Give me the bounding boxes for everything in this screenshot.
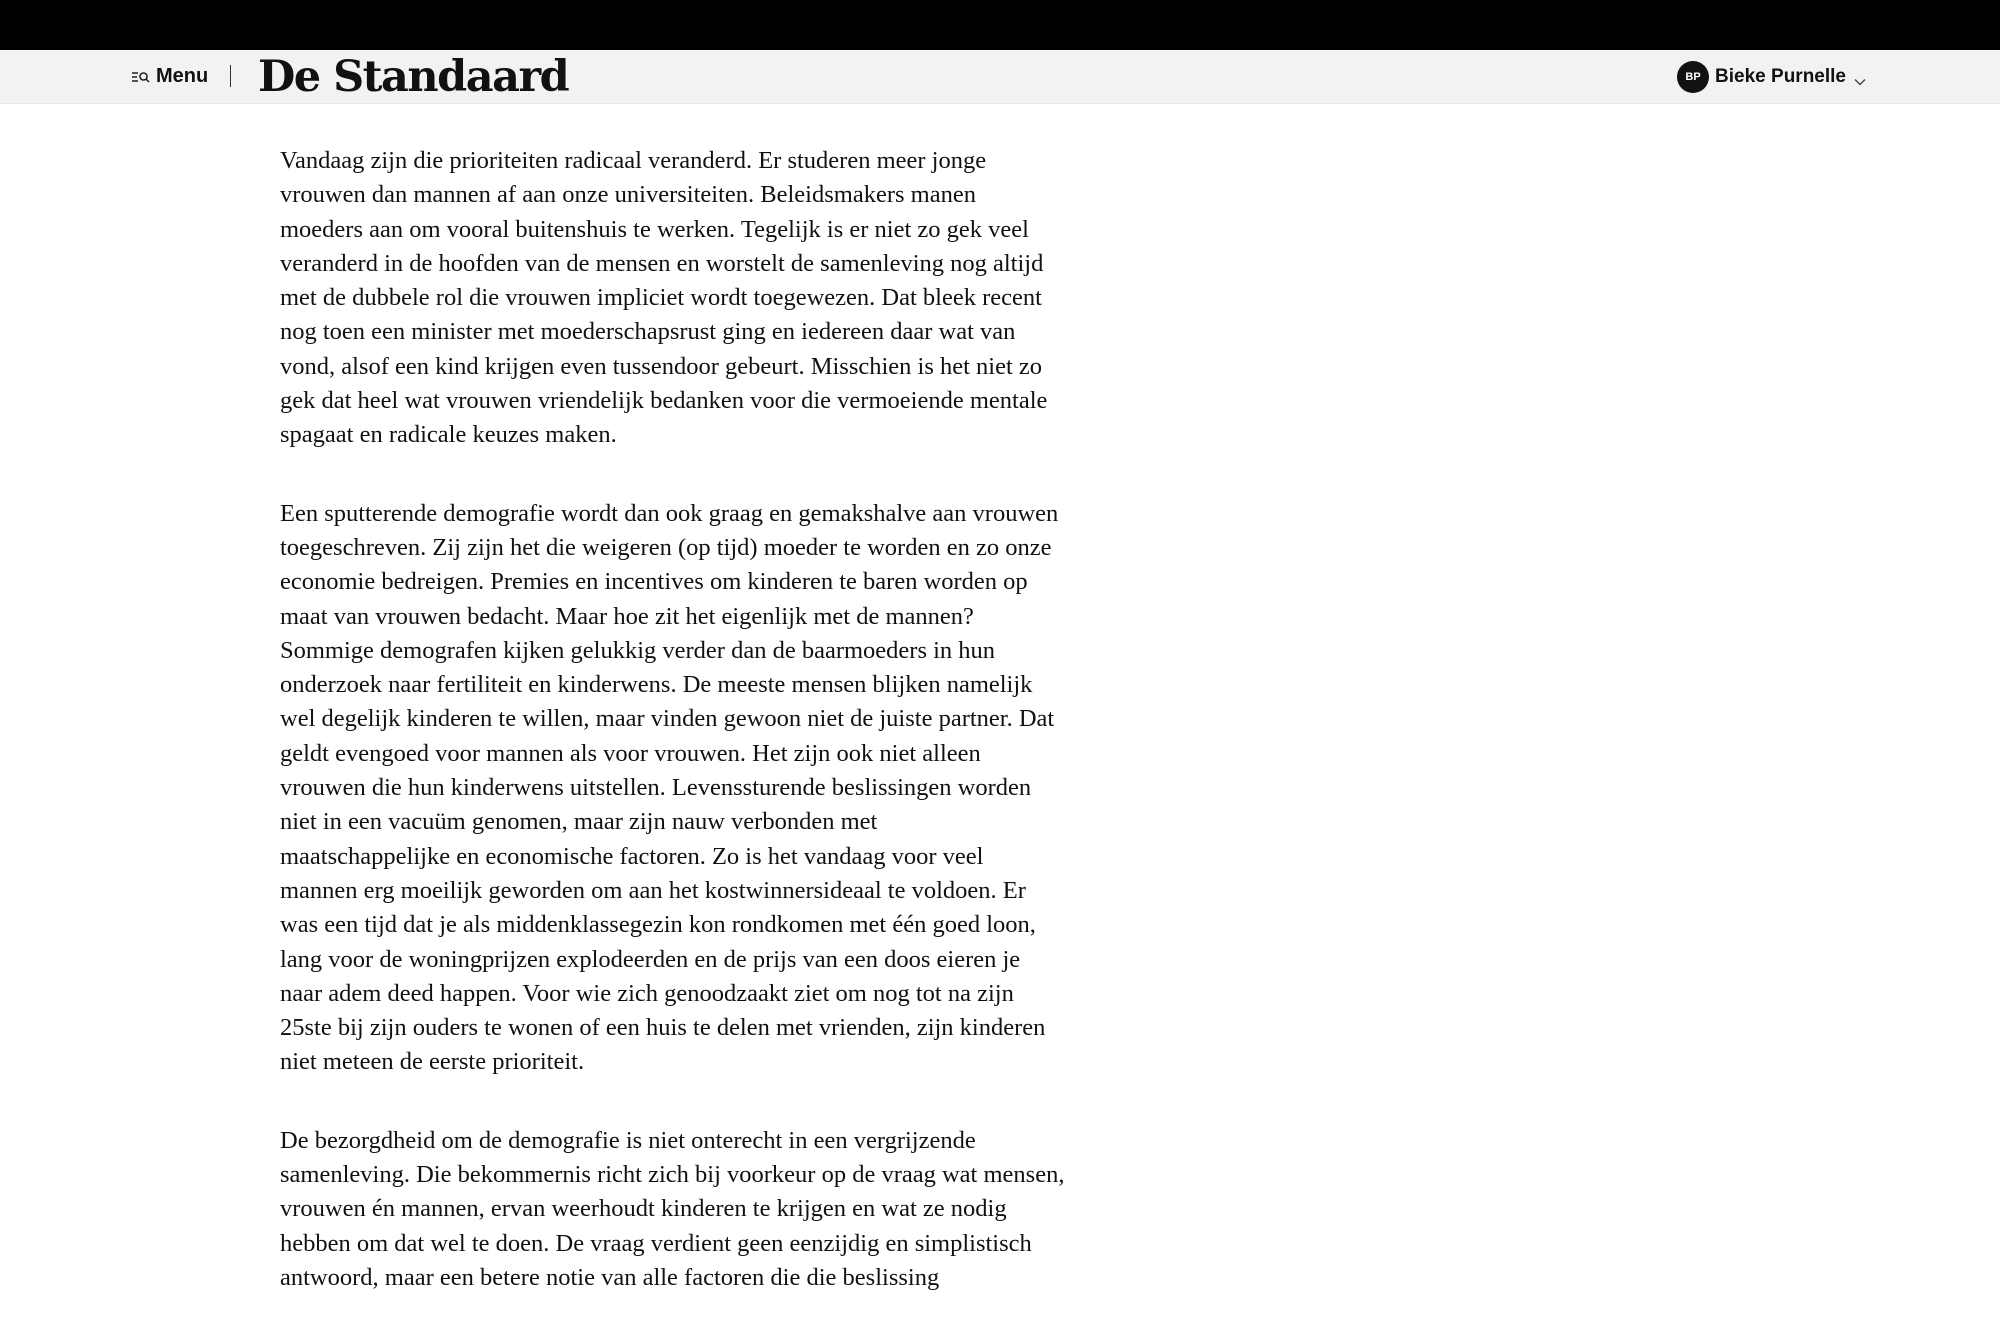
menu-label: Menu xyxy=(156,65,209,87)
search-menu-icon xyxy=(132,70,150,84)
site-header xyxy=(0,50,2000,104)
brand-logo[interactable]: De Standaard xyxy=(258,51,569,102)
menu-button[interactable] xyxy=(132,50,208,103)
article-paragraph: Vandaag zijn die prioriteiten radicaal veranderd. Er studeren meer jonge vrouwen dan mannen af aan onze universiteiten. Beleidsmakers manen moeders aan om vooral buitenshuis te werken. Tegelijk is er niet zo gek veel veranderd in de hoofden van de mensen en worstelt de samenleving nog altijd met de dubbele rol die vrouwen impliciet wordt toegewezen. Dat bleek recent nog toen een minister met moederschapsrust ging en iedereen daar wat van vond, alsof een kind krijgen even tussendoor gebeurt. Misschien is het niet zo gek dat heel wat vrouwen vriendelijk bedanken voor die vermoeiende mentale spagaat en radicale keuzes maken. xyxy=(280,147,1048,449)
top-black-bar xyxy=(0,0,2000,50)
article-paragraph: Een sputterende demografie wordt dan ook graag en gemakshalve aan vrouwen toegeschreven. Zij zijn het die weigeren (op tijd) moeder te worden en zo onze economie bedreigen. Premies en incentives om kinderen te baren worden op maat van vrouwen bedacht. Maar hoe zit het eigenlijk met de mannen? Sommige demografen kijken gelukkig verder dan de baarmoeders in hun onderzoek naar fertiliteit en kinderwens. De meeste mensen blijken namelijk wel degelijk kinderen te willen, maar vinden gewoon niet de juiste partner. Dat geldt evengoed voor mannen als voor vrouwen. Het zijn ook niet alleen vrouwen die hun kinderwens uitstellen. Levenssturende beslissingen worden niet in een vacuüm genomen, maar zijn nauw verbonden met maatschappelijke en economische factoren. Zo is het vandaag voor veel mannen erg moeilijk geworden om aan het kostwinnersideaal te voldoen. Er was een tijd dat je als middenklassegezin kon rondkomen met één goed loon, lang voor de woningprijzen explodeerden en de prijs van een doos eieren je naar adem deed happen. Voor wie zich genoodzaakt ziet om nog tot na zijn 25ste bij zijn ouders te wonen of een huis te delen met vrienden, zijn kinderen niet meteen de eerste prioriteit. xyxy=(280,499,1059,1076)
avatar: BP xyxy=(1677,61,1709,93)
article-body xyxy=(280,144,1160,1339)
header-divider xyxy=(230,65,231,87)
article-paragraph: De bezorgdheid om de demografie is niet onterecht in een vergrijzende samenleving. Die bekommernis richt zich bij voorkeur op de vraag wat mensen, vrouwen én mannen, ervan weerhoudt kinderen te krijgen en wat ze nodig hebben om dat wel te doen. De vraag verdient geen eenzijdig en simplistisch antwoord, maar een betere notie van alle factoren die die beslissing xyxy=(280,1126,1065,1291)
chevron-down-icon xyxy=(1854,73,1866,81)
user-menu[interactable] xyxy=(1677,50,1866,103)
user-name: Bieke Purnelle xyxy=(1715,65,1846,87)
